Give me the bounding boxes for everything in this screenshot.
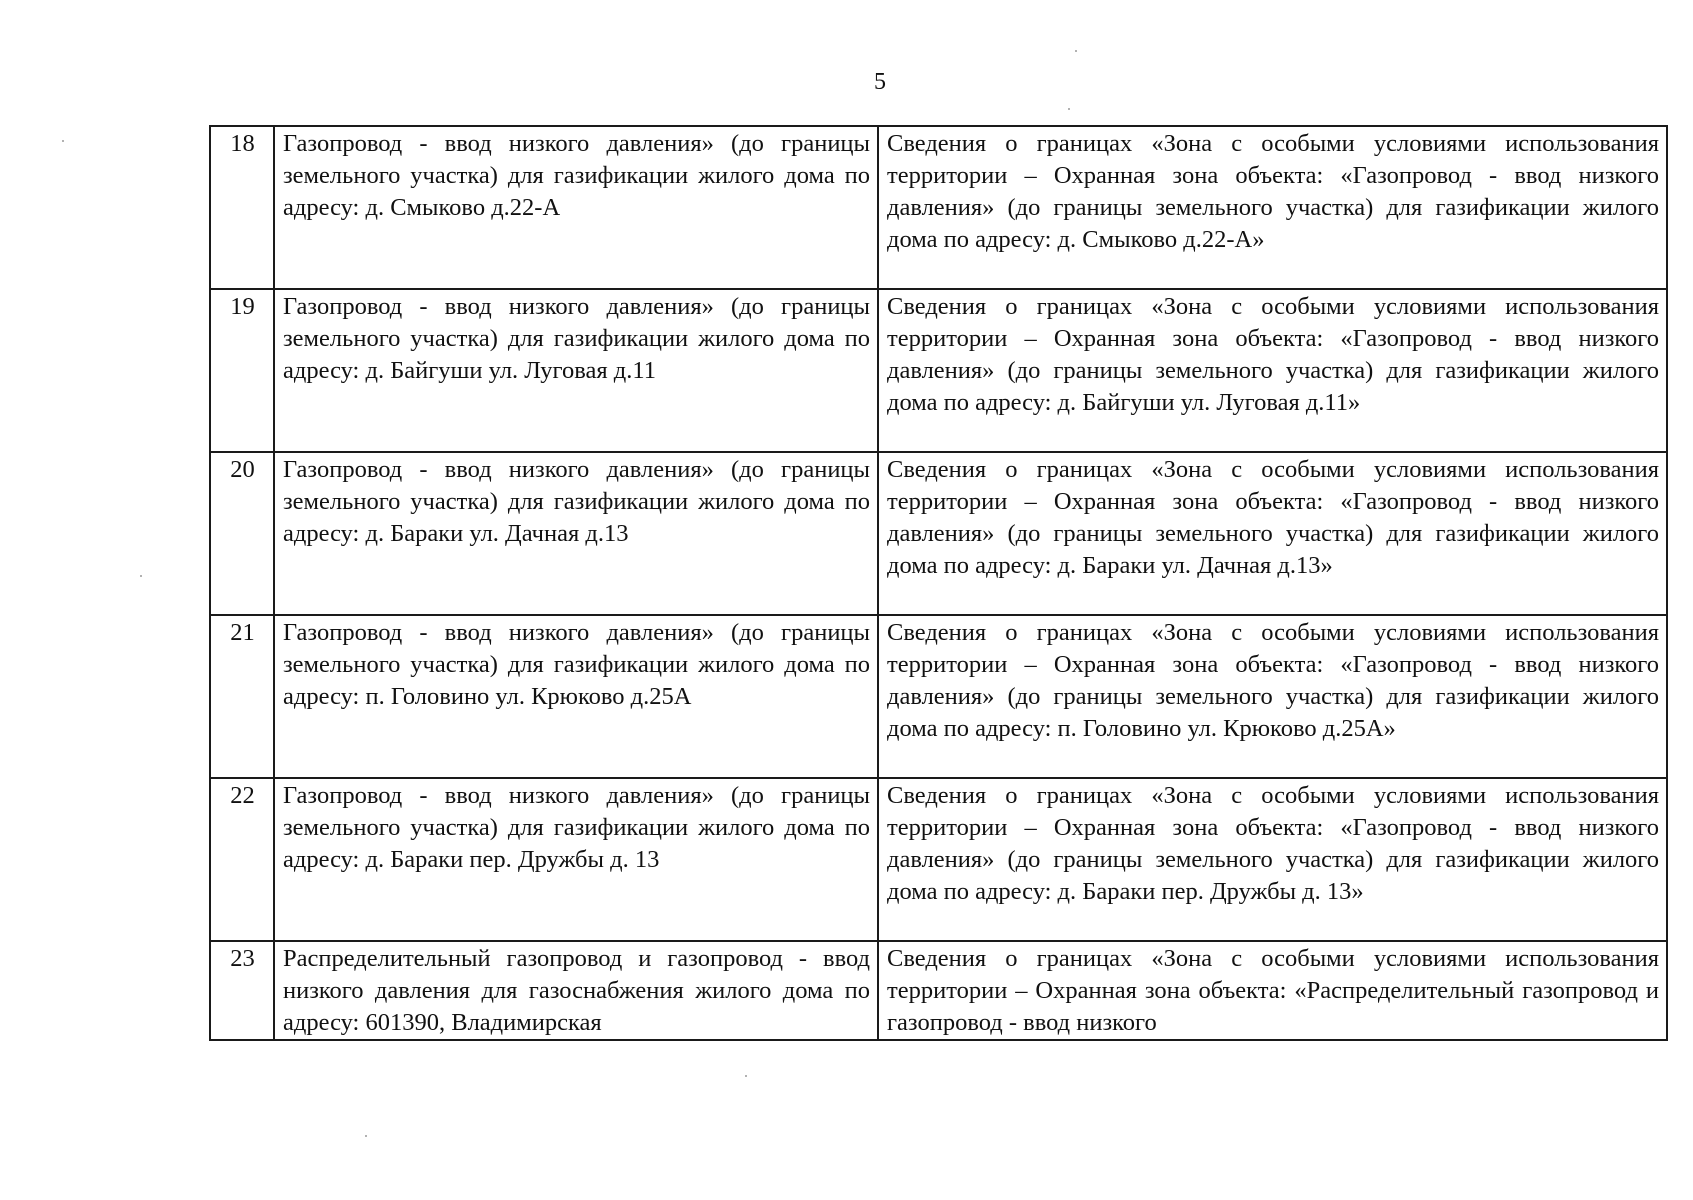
scan-speck [1075,50,1077,52]
table-row [210,126,1667,289]
row-number: 18 [210,126,274,289]
zone-info: Сведения о границах «Зона с особыми условиями использования территории – Охранная зона объекта: «Распределительный газопровод и газопровод - ввод низкого [878,941,1667,1040]
zone-info: Сведения о границах «Зона с особыми условиями использования территории – Охранная зона объекта: «Газопровод - ввод низкого давления» (до границы земельного участка) для газификации жилого дома по адресу: д. Байгуши ул. Луговая д.11» [878,289,1667,452]
row-number: 20 [210,452,274,615]
scan-speck [140,575,142,577]
object-description: Газопровод - ввод низкого давления» (до границы земельного участка) для газификации жилого дома по адресу: д. Байгуши ул. Луговая д.11 [274,289,878,452]
object-description: Газопровод - ввод низкого давления» (до границы земельного участка) для газификации жилого дома по адресу: п. Головино ул. Крюково д.25А [274,615,878,778]
table-row [210,941,1667,1040]
object-description: Распределительный газопровод и газопровод - ввод низкого давления для газоснабжения жилого дома по адресу: 601390, Владимирская [274,941,878,1040]
object-description: Газопровод - ввод низкого давления» (до границы земельного участка) для газификации жилого дома по адресу: д. Смыково д.22-А [274,126,878,289]
scan-speck [745,1075,747,1077]
object-description: Газопровод - ввод низкого давления» (до границы земельного участка) для газификации жилого дома по адресу: д. Бараки ул. Дачная д.13 [274,452,878,615]
row-number: 22 [210,778,274,941]
zone-info: Сведения о границах «Зона с особыми условиями использования территории – Охранная зона объекта: «Газопровод - ввод низкого давления» (до границы земельного участка) для газификации жилого дома по адресу: д. Бараки пер. Дружбы д. 13» [878,778,1667,941]
table-row [210,615,1667,778]
table-row [210,289,1667,452]
zones-table [209,125,1668,1041]
zone-info: Сведения о границах «Зона с особыми условиями использования территории – Охранная зона объекта: «Газопровод - ввод низкого давления» (до границы земельного участка) для газификации жилого дома по адресу: п. Головино ул. Крюково д.25А» [878,615,1667,778]
scan-speck [1068,108,1070,110]
page-number: 5 [874,69,886,95]
zone-info: Сведения о границах «Зона с особыми условиями использования территории – Охранная зона объекта: «Газопровод - ввод низкого давления» (до границы земельного участка) для газификации жилого дома по адресу: д. Смыково д.22-А» [878,126,1667,289]
row-number: 19 [210,289,274,452]
table-row [210,452,1667,615]
table-row [210,778,1667,941]
scan-speck [365,1135,367,1137]
row-number: 21 [210,615,274,778]
zone-info: Сведения о границах «Зона с особыми условиями использования территории – Охранная зона объекта: «Газопровод - ввод низкого давления» (до границы земельного участка) для газификации жилого дома по адресу: д. Бараки ул. Дачная д.13» [878,452,1667,615]
object-description: Газопровод - ввод низкого давления» (до границы земельного участка) для газификации жилого дома по адресу: д. Бараки пер. Дружбы д. 13 [274,778,878,941]
row-number: 23 [210,941,274,1040]
scan-speck [62,140,64,142]
